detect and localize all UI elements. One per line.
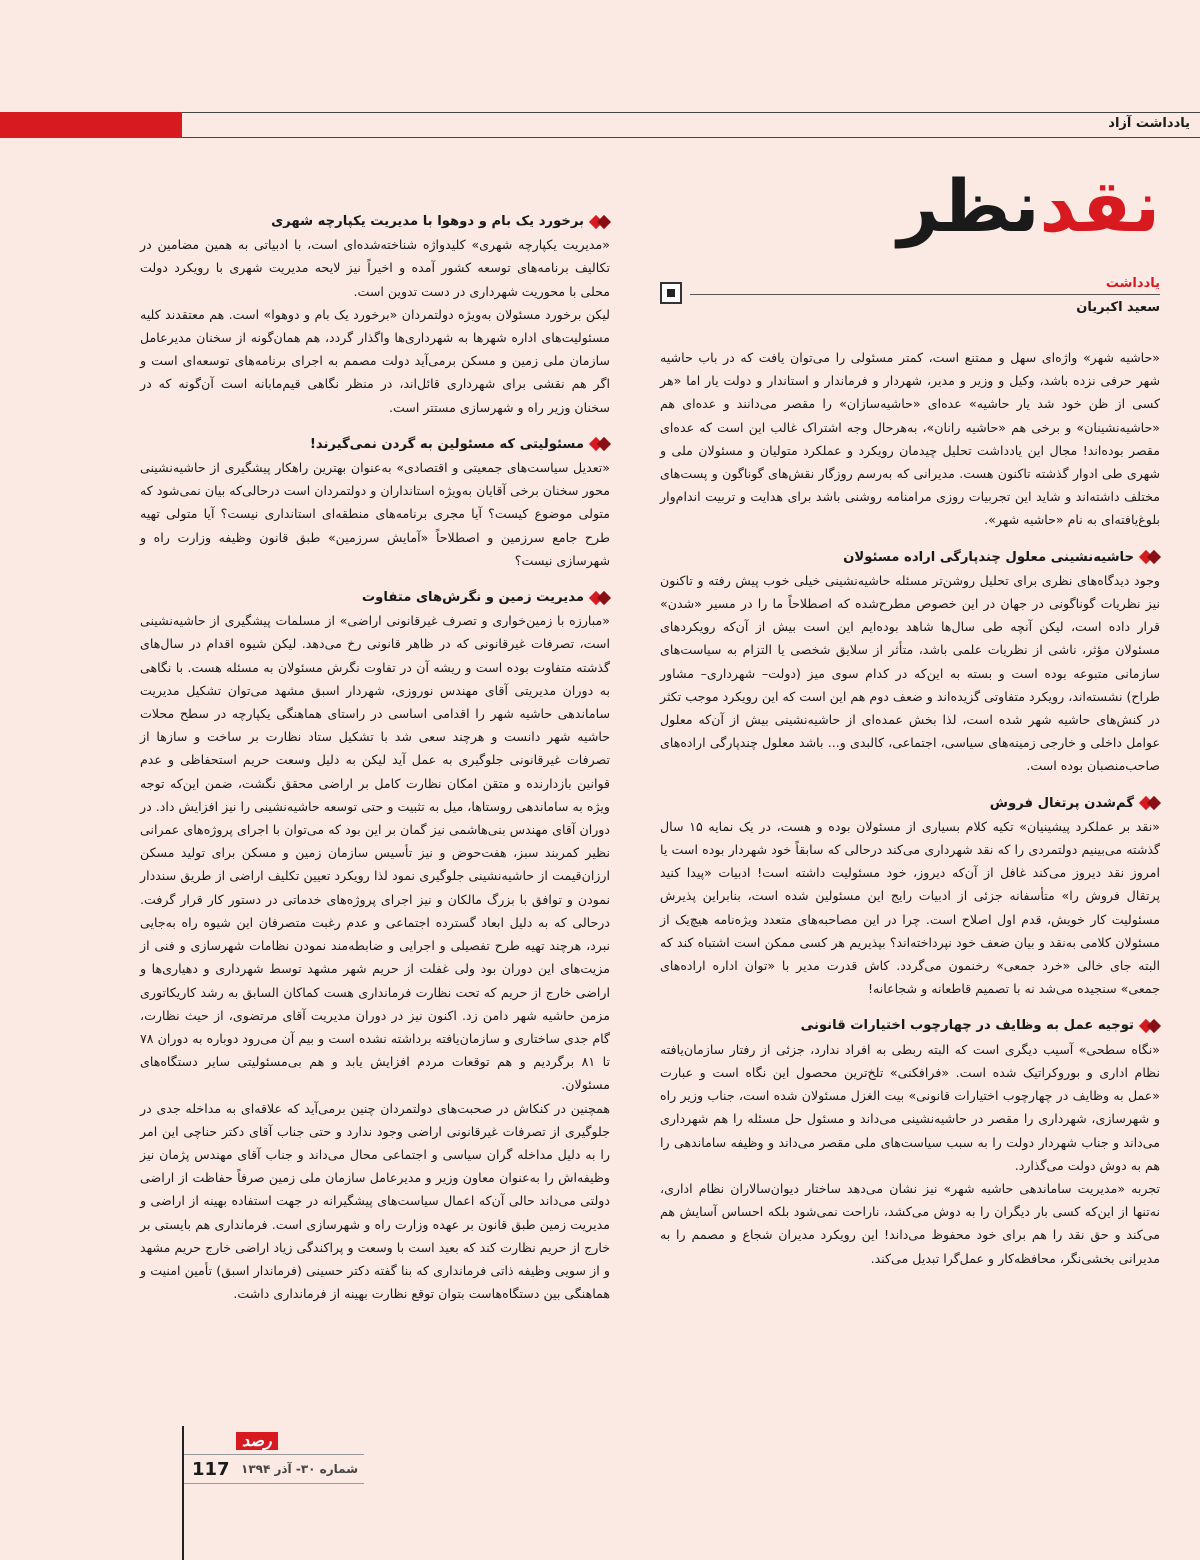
subheading: مدیریت زمین و نگرش‌های متفاوت: [140, 586, 610, 609]
page-title: [897, 164, 1160, 248]
byline-kicker: یادداشت: [1105, 276, 1160, 291]
left-column: [140, 210, 610, 1305]
diamond-bullet-icon: [1140, 798, 1160, 808]
section-bar: [0, 112, 1200, 138]
section-bar-line: [182, 112, 1200, 138]
section-label: یادداشت آزاد: [1108, 116, 1190, 131]
footer: [184, 1454, 364, 1484]
byline: [660, 276, 1160, 320]
title-part-dark: نظر: [897, 164, 1040, 248]
right-column: [660, 346, 1160, 1270]
subheading: توجیه عمل به وظایف در چهارچوب اختیارات قانونی: [660, 1014, 1160, 1037]
diamond-bullet-icon: [1140, 1021, 1160, 1031]
paragraph: تجربه «مدیریت ساماندهی حاشیه شهر» نیز نشان می‌دهد ساختار دیوان‌سالاران نظام اداری، نه‌تنها از این‌که کسی بار دیگران را به دوش می‌کشد، ناراحت نمی‌شود بلکه احساس آسایش هم می‌کند و حق نقد را هم برای خود محفوظ می‌داند! این رویکرد مدیران شجاع و مصمم را به مدیرانی بخشی‌نگر، محافظه‌کار و عمل‌گرا تبدیل می‌کند.: [660, 1180, 1160, 1266]
diamond-bullet-icon: [590, 439, 610, 449]
title-part-red: نقد: [1039, 164, 1160, 248]
paragraph: همچنین در کنکاش در صحبت‌های دولتمردان چنین برمی‌آید که علاقه‌ای به مداخله جدی در جلوگیری از تصرفات غیرقانونی اراضی وجود ندارد و حتی جناب آقای دکتر حناچی این امر را به دلیل مداخله گران سیاسی و اجتماعی محال می‌داند و جناب آقای مهندس پژمان نیز وظیفه‌اش را به‌عنوان معاون وزیر و مدیرعامل سازمان ملی زمین صرفاً حفاظت از اراضی دولتی می‌داند حالی آن‌که اعمال سیاست‌های پیشگیرانه در جهت استفاده بهینه از اراضی و مدیریت زمین طبق قانون بر عهده وزارت راه و شهرسازی است. فرمانداری هم بایستی بر خارج از حریم نظارت کند که بعید است با وسعت و پراکندگی زیاد اراضی خارج حریم مشهد و از سویی وظیفه ذاتی فرمانداری که بنا گفته دکتر حسینی (فرماندار اسبق) تأمین امنیت و هماهنگی بین دستگاه‌هاست بتوان توقع نظارت بهینه از فرمانداری داشت.: [140, 1100, 610, 1302]
byline-author: سعید اکبریان: [1076, 300, 1160, 315]
subheading: گم‌شدن پرتغال فروش: [660, 792, 1160, 815]
paragraph: وجود دیدگاه‌های نظری برای تحلیل روشن‌تر مسئله حاشیه‌نشینی خیلی خوب پیش رفته و تاکنون نیز نظریات گوناگونی در جهان در این خصوص مطرح‌شده که اصطلاحاً ما را در مسیر «شدن» قرار داده است، لیکن آنچه طی سال‌ها شاهد بوده‌ایم این است بیش از آن‌که رویکردهای مسئولان مؤثر، ناشی از نظریات علمی باشد، متأثر از سلایق شخصی یا التزام به سیاست‌های سازمانی متبوعه بوده است و بسته به این‌که در کدام سوی میز (دولت– شهرداری– مشاور طراح) نشسته‌اند، رویکرد متفاوتی گزیده‌اند و ضعف دوم هم این است که این رویکرد موجب تکثر در کنش‌های حاشیه شهر شده است، لذا بخش عمده‌ای از حاشیه‌نشینی بیش از آن‌که معلول عوامل داخلی و خارجی زمینه‌های سیاسی، اجتماعی، کالبدی و... باشد معلول چندپارگی اراده‌های صاحب‌منصبان بوده است.: [660, 572, 1160, 774]
byline-rule: [690, 294, 1160, 295]
section-bar-accent: [0, 112, 182, 138]
subheading: حاشیه‌نشینی معلول چندپارگی اراده مسئولان: [660, 546, 1160, 569]
byline-square-icon: [660, 282, 682, 304]
paragraph: لیکن برخورد مسئولان به‌ویژه دولتمردان «برخورد یک بام و دوهوا» است. هم معتقدند کلیه مسئولیت‌های اداره شهرها به شهرداری‌ها واگذار گردد، هم همان‌گونه از سخنان مدیرعامل سازمان ملی زمین و مسکن برمی‌آید دولت مصمم به اجرای برنامه‌های توسعه‌ای است و اگر هم نقشی برای شهرداری قائل‌اند، در منظر نگاهی قیم‌مابانه است آن‌گونه که در سخنان وزیر راه و شهرسازی مستتر است.: [140, 306, 610, 415]
magazine-logo: رصد: [236, 1432, 278, 1450]
issue-info: شماره ۳۰- آذر ۱۳۹۴: [241, 1462, 358, 1476]
page-number: 117: [192, 1458, 230, 1480]
diamond-bullet-icon: [1140, 552, 1160, 562]
diamond-bullet-icon: [590, 217, 610, 227]
paragraph: «مدیریت یکپارچه شهری» کلیدواژه شناخته‌شده‌ای است، با ادبیاتی به همین مضامین در تکالیف برنامه‌های توسعه کشور آمده و اخیراً نیز لایحه مدیریت شهری با رویکرد دولت محلی با محوریت شهرداری در دست تدوین است.: [140, 237, 610, 299]
paragraph: «مبارزه با زمین‌خواری و تصرف غیرقانونی اراضی» از مسلمات پیشگیری از حاشیه‌نشینی است، تصرفات غیرقانونی که در ظاهر قانونی رخ می‌دهد. لیکن شیوه اقدام در سال‌های گذشته متفاوت بوده است و ریشه آن در تفاوت نگرش مسئولان به مسئله هست. با نگاهی به دوران مدیریتی آقای مهندس نوروزی، شهردار اسبق مشهد می‌توان تشکیل مدیریت ساماندهی حاشیه شهر را اقدامی اساسی در راستای هماهنگی یکپارچه در سطح محلات حاشیه شهر دانست و هرچند سعی شد با تشکیل ستاد نظارت بر ساخت و سازها از تصرفات غیرقانونی جلوگیری به عمل آید لیکن به دلیل وسعت حریم استحفاظی و عدم قوانین بازدارنده و متقن امکان نظارت کامل بر اراضی محقق نگشت، ضمن این‌که توجه ویژه به ساماندهی روستاها، میل به تثبیت و حتی توسعه حاشیه‌نشینی را نیز افزایش داد. در دوران آقای مهندس بنی‌هاشمی نیز گمان بر این بود که می‌توان با اجرای پروژه‌های عمرانی نظیر کمربند سبز، هفت‌حوض و نیز تأسیس سازمان زمین و مسکن برای تولید مسکن ارزان‌قیمت از حاشیه‌نشینی جلوگیری نمود لذا رویکرد تعیین تکلیف اراضی از طریق سنددار نمودن و توافق با بزرگ مالکان و نیز اجرای پروژه‌های خدماتی در دستور کار قرار گرفت. درحالی که به دلیل ابعاد گسترده اجتماعی و عدم رغبت متصرفان این شیوه راه به‌جایی نبرد، هرچند تهیه طرح تفصیلی و اجرایی و ضابطه‌مند نمودن نظامات شهرسازی و فنی از مزیت‌های این دوران بود ولی غفلت از حریم شهر مشهد توسط شهرداری و دهیاری‌ها و اراضی خارج از حریم که تحت نظارت فرمانداری هست کماکان السابق به رشد کاریکاتوری مزمن حاشیه شهر دامن زد. اکنون نیز در دوران مدیریت آقای مرتضوی، از حیث نظارت، گام جدی ساختاری و سازمان‌یافته برداشته نشده است و بیم آن می‌رود دوباره به دوران ۷۸ تا ۸۱ برگردیم و هم توقعات مردم افزایش یابد و هم بی‌مسئولیتی سایر دستگاه‌های مسئولان.: [140, 613, 610, 1093]
paragraph: «نقد بر عملکرد پیشینیان» تکیه کلام بسیاری از مسئولان بوده و هست، در یک نمایه ۱۵ سال گذشته می‌بینیم دولتمردی را که نقد شهرداری می‌کند درحالی که سابقاً خود شهردار بوده است یا امروز نقد دیروز می‌کند غافل از آن‌که دیروز، خود مسئولیت داشته است! ادبیات «پیدا کنید پرتقال فروش را» متأسفانه جزئی از ادبیات رایج این مسئولین شده است، بنابراین پذیرش مسئولیت کار خویش، قدم اول اصلاح است. چرا در این مصاحبه‌های متعدد ویژه‌نامه هیچ‌یک از مسئولان کلامی به‌نقد و بیان ضعف خود نپرداخته‌اند؟ بپذیریم هر کسی ممکن است اشتباه کند که البته جای خالی «خرد جمعی» رخنمون می‌گردد. کاش قدرت مدیر با «توان اداره اراده‌های جمعی» سنجیده می‌شد نه با تصمیم قاطعانه و شجاعانه!: [660, 818, 1160, 997]
intro-paragraph: «حاشیه شهر» واژه‌ای سهل و ممتنع است، کمتر مسئولی را می‌توان یافت که در باب حاشیه شهر حرفی نزده باشد، وکیل و وزیر و مدیر، شهردار و فرماندار و استاندار و دولت یار اما «هر کسی از ظن خود شد یار حاشیه» عده‌ای «حاشیه‌سازان» را مقصر می‌دانند و عده‌ای هم «حاشیه‌نشینان» و برخی هم «حاشیه رانان»، به‌هرحال وجه اشتراک غالب این است که عده‌ای مقصر بوده‌اند! مجال این یادداشت تحلیل چیدمان رویکرد و عملکرد متولیان و مسئولان ملی و شهری طی ادوار گذشته تاکنون هست. مدیرانی که به‌رسم روزگار نقش‌های گوناگون و پست‌های مختلف داشته‌اند و شاید این تجربیات روزی مرامنامه روشنی باشد برای هدایت و تربیت اندام‌وار بلوغ‌یافته‌ای به نام «حاشیه شهر».: [660, 350, 1160, 528]
subheading: برخورد یک بام و دوهوا با مدیریت یکپارچه شهری: [140, 210, 610, 233]
paragraph: «نگاه سطحی» آسیب دیگری است که البته ربطی به افراد ندارد، جزئی از رفتار سازمان‌یافته نظام اداری و بوروکراتیک شده است. «فرافکنی» تلخ‌ترین محصول این نگاه است و عبارت «عمل به وظایف در چهارچوب اختیارات قانونی» بیت الغزل مسئولان شده است، جناب وزیر راه و شهرسازی، شهرداری را مقصر در حاشیه‌نشینی می‌داند و مسئول حل مسئله را هم شهرداری می‌داند و جناب شهردار دولت را به سبب سیاست‌های ملی مقصر می‌داند و وظیفه ساماندهی را هم به دوش دولت می‌گذارد.: [660, 1041, 1160, 1173]
subheading: مسئولیتی که مسئولین به گردن نمی‌گیرند!: [140, 433, 610, 456]
footer-rule: [182, 1426, 184, 1560]
paragraph: «تعدیل سیاست‌های جمعیتی و اقتصادی» به‌عنوان بهترین راهکار پیشگیری از حاشیه‌نشینی محور سخنان برخی آقایان به‌ویژه استانداران و دولتمردان است درحالی‌که بیان نمی‌شود که متولی موضوع کیست؟ آیا مجری برنامه‌های منطقه‌ای استانداری نیست؟ آیا متولی تهیه طرح جامع سرزمین و اصطلاحاً «آمایش سرزمین» طبق قانون وظیفه وزارت راه و شهرسازی نیست؟: [140, 460, 610, 568]
diamond-bullet-icon: [590, 593, 610, 603]
